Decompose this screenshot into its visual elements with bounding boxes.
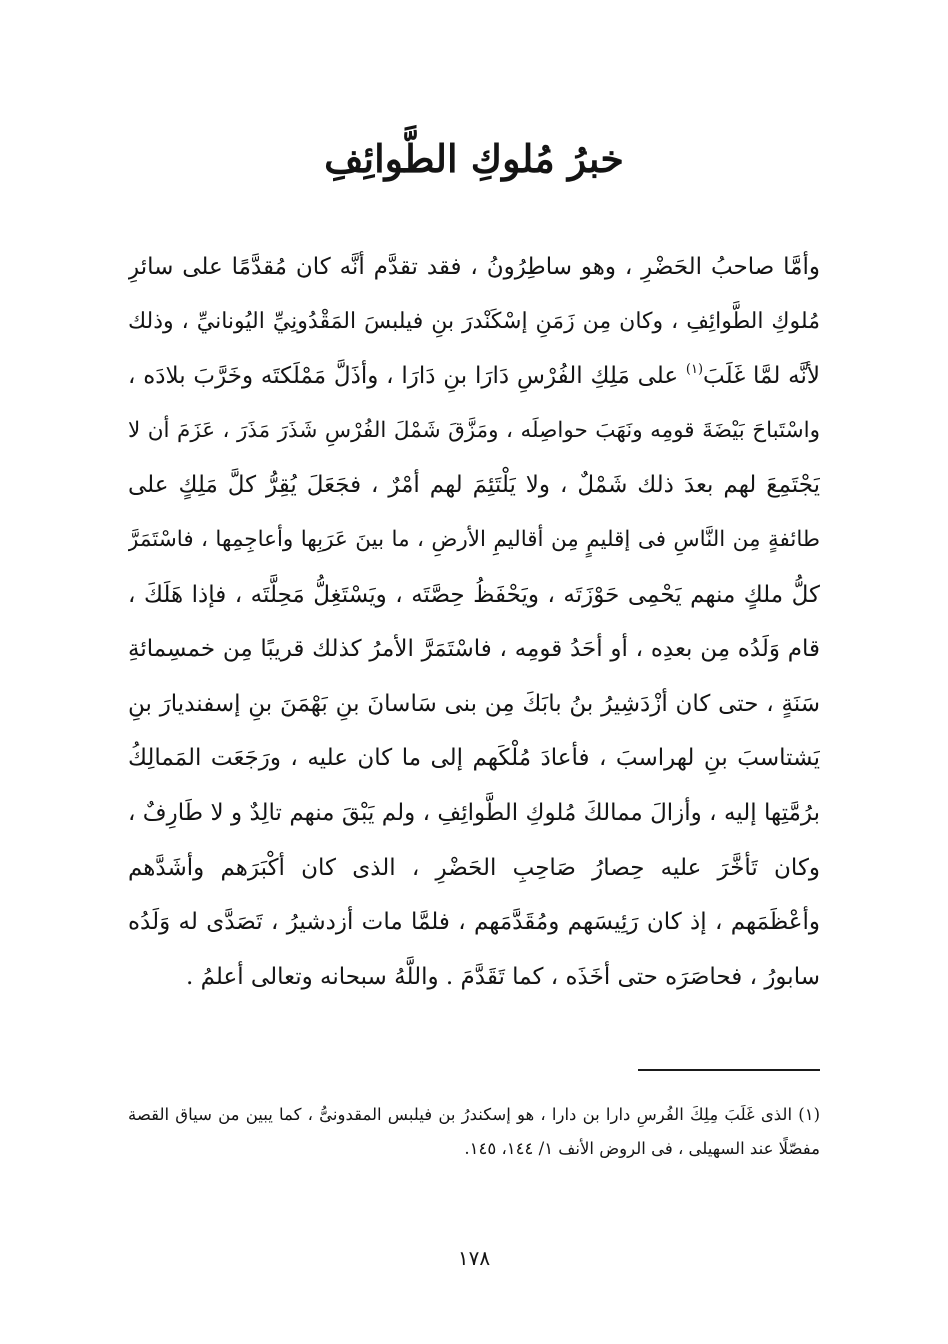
text-line: مُلوكِ الطَّوائِفِ ، وكان مِن زَمَنِ إسْكَنْدرَ بنِ فيلبسَ المَقْدُونِيِّ اليُونانيِّ ، وذلك	[128, 308, 820, 334]
text-line: وكان تَأخَّرَ عليه حِصارُ صَاحِبِ الحَضْرِ ، الذى كان أكْبَرَهم وأشَدَّهم	[128, 854, 820, 881]
text-line: طائفةٍ مِن النَّاسِ فى إقليمٍ مِن أقاليمِ الأرضِ ، ما بينَ عَرَبِها وأعاجِمِها ، فاسْتَمَرَّ	[128, 526, 820, 552]
main-text	[128, 240, 820, 1004]
text-segment: لأنَّه لمَّا غَلَبَ	[703, 363, 820, 390]
page-number: ١٧٨	[457, 1246, 491, 1270]
text-line: وأمَّا صاحبُ الحَضْرِ ، وهو ساطِرُونُ ، فقد تقدَّم أنَّه كان مُقدَّمًا على سائرِ	[128, 254, 820, 280]
text-line: سابورُ ، فحاصَرَه حتى أخَذَه ، كما تَقَدَّمَ . واللَّهُ سبحانه وتعالى أعلمُ .	[185, 963, 820, 990]
text-line: واسْتَباحَ بَيْضَةَ قومِه ونَهَبَ حواصِلَه ، ومَزَّقَ شَمْلَ الفُرْسِ شَذَرَ مَذَرَ ، عَزَمَ أن لا	[128, 417, 820, 443]
footnote-divider	[638, 1069, 820, 1071]
text-line: كلُّ ملكٍ منهم يَحْمِى حَوْزَتَه ، ويَحْفَظُ حِصَّتَه ، ويَسْتَغِلُّ مَحِلَّتَه ، فإذا هَلَكَ ،	[128, 581, 820, 608]
text-segment: على مَلِكِ الفُرْسِ دَارَا بنِ دَارَا ، وأذَلَّ مَمْلَكتَه وخَرَّبَ بلادَه ،	[128, 363, 679, 390]
text-line: وأعْظَمَهم ، إذ كان رَئِيسَهم ومُقَدَّمَهم ، فلمَّا مات أزدشيرُ ، تَصَدَّى له وَلَدُه	[128, 909, 820, 936]
chapter-title: خبرُ مُلوكِ الطَّوائِفِ	[324, 136, 624, 181]
text-line: يَجْتَمِعَ لهم بعدَ ذلك شَمْلٌ ، ولا يَلْتَئِمَ لهم أمْرٌ ، فجَعَلَ يُقِرُّ كلَّ مَلِكٍ على	[128, 472, 820, 499]
text-line: سَنَةٍ ، حتى كان أزْدَشِيرُ بنُ بابَكَ مِن بنى سَاسانَ بنِ بَهْمَنَ بنِ إسفنديارَ بنِ	[128, 690, 820, 717]
footnote-line: (١) الذى غَلَبَ مِلِكَ الفُرسِ دارا بن دارا ، هو إسكندرُ بن فيلبس المقدونىُّ ، كما يبين من سياق القصة	[128, 1105, 820, 1124]
text-line-with-footnote	[128, 349, 820, 404]
text-line: برُمَّتِها إليه ، وأزالَ ممالكَ مُلوكِ الطَّوائِفِ ، ولم يَبْقَ منهم تالِدٌ و لا طَارِفٌ ،	[128, 799, 820, 826]
text-line: يَشتاسبَ بنِ لهراسبَ ، فأعادَ مُلْكَهم إلى ما كان عليه ، ورَجَعَت المَمالِكُ	[128, 745, 820, 772]
footnote	[128, 1098, 820, 1166]
footnote-line: مفصّلًا عند السهيلى ، فى الروض الأنف ١/ ١٤٤، ١٤٥.	[464, 1139, 820, 1158]
text-line: قام وَلَدُه مِن بعدِه ، أو أحَدُ قومِه ، فاسْتَمَرَّ الأمرُ كذلك قريبًا مِن خمسِمائةِ	[128, 636, 820, 663]
footnote-reference[interactable]: (١)	[685, 362, 704, 378]
